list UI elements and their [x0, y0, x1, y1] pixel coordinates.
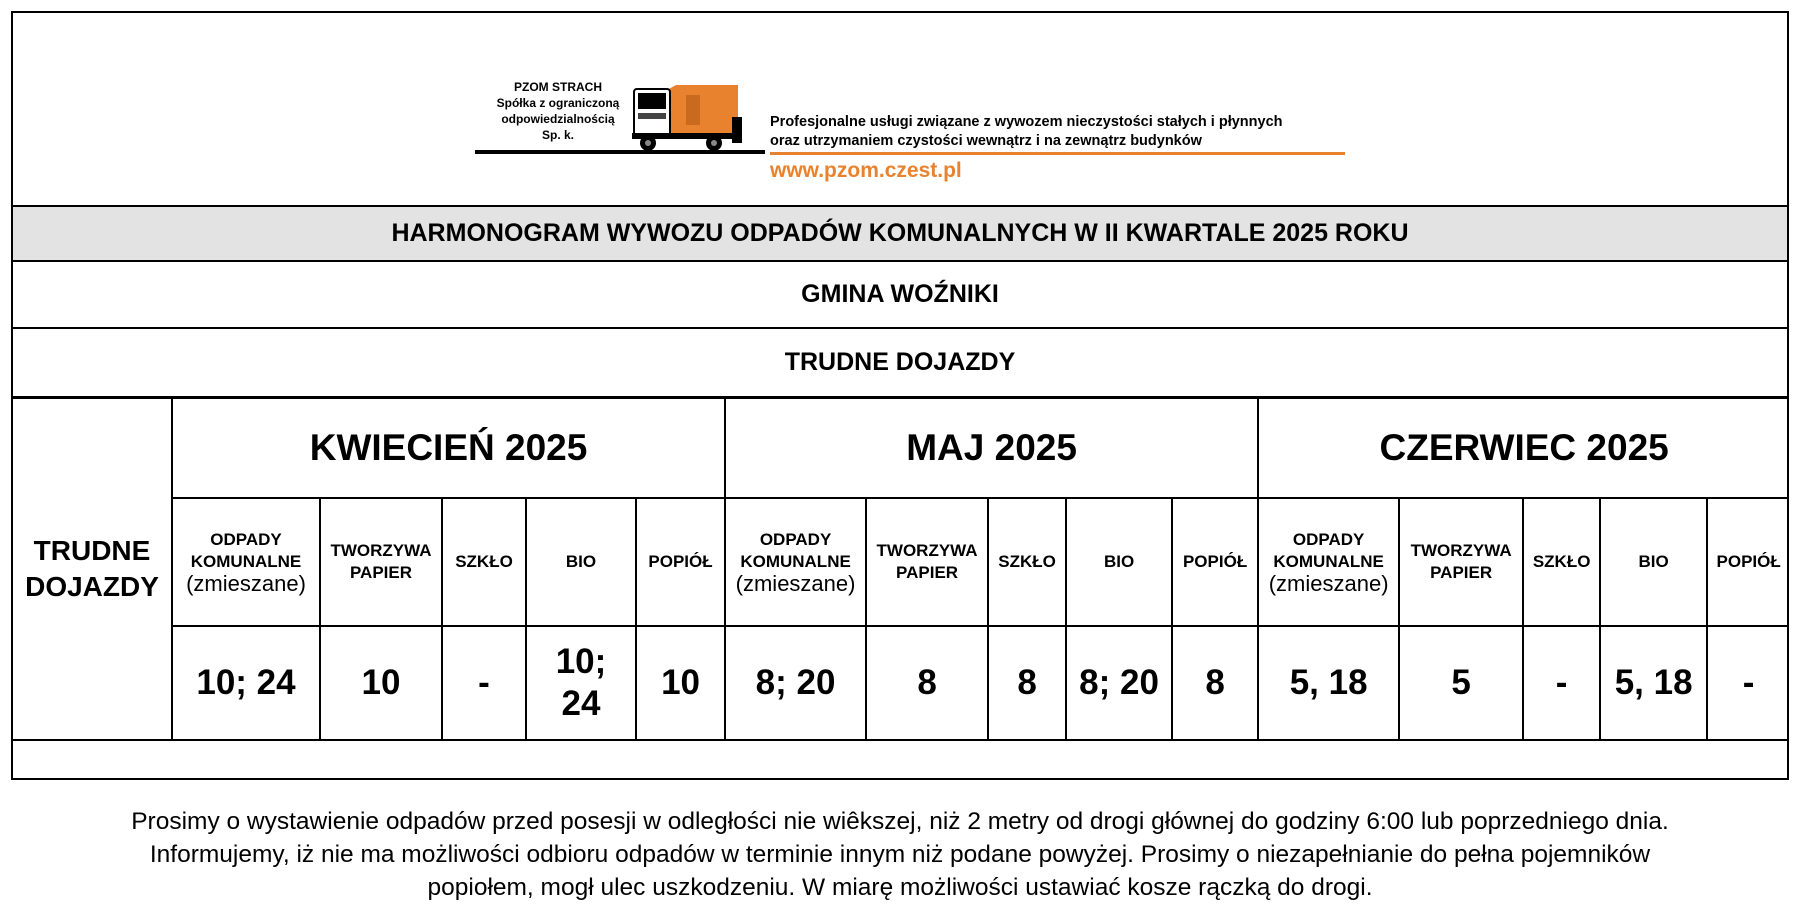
date-cell: 5, 18: [1258, 626, 1399, 740]
row-header: [13, 398, 172, 740]
date-cell: 8: [866, 626, 988, 740]
date-cell: 8: [1172, 626, 1258, 740]
category-plastics-paper: TWORZYWA PAPIER: [1399, 498, 1523, 626]
section-title: TRUDNE DOJAZDY: [13, 329, 1787, 398]
notice-line: Prosimy o wystawienie odpadów przed posesji w odległości nie wiêkszej, niż 2 metry od drogi głównej do godziny 6:00 lub poprzedniego dnia.: [131, 808, 1669, 835]
company-line: PZOM STRACH: [514, 80, 602, 94]
row-header-line: DOJAZDY: [25, 571, 159, 602]
date-cell: -: [1523, 626, 1600, 740]
date-cell: 10; 24: [172, 626, 320, 740]
category-ash: POPIÓŁ: [1707, 498, 1789, 626]
category-ash: POPIÓŁ: [1172, 498, 1258, 626]
schedule-table: [13, 397, 1789, 741]
tagline-line: Profesjonalne usługi związane z wywozem nieczystości stałych i płynnych: [770, 114, 1283, 130]
gmina-name: GMINA WOŹNIKI: [13, 262, 1787, 329]
category-mixed-waste: ODPADY KOMUNALNE (zmieszane): [725, 498, 866, 626]
date-cell: 10: [320, 626, 442, 740]
date-cell: 5: [1399, 626, 1523, 740]
date-cell: 8: [988, 626, 1066, 740]
document-frame: [11, 11, 1789, 780]
category-glass: SZKŁO: [988, 498, 1066, 626]
row-header-line: TRUDNE: [33, 535, 151, 566]
category-plastics-paper: TWORZYWA PAPIER: [866, 498, 988, 626]
category-mixed-waste: ODPADY KOMUNALNE (zmieszane): [172, 498, 320, 626]
date-cell: 5, 18: [1600, 626, 1707, 740]
website-link[interactable]: www.pzom.czest.pl: [770, 159, 962, 182]
company-tagline: [770, 113, 1282, 151]
company-line: Sp. k.: [541, 128, 574, 142]
month-header-june: CZERWIEC 2025: [1258, 398, 1789, 498]
letterhead-divider: [475, 150, 765, 154]
category-bio: BIO: [1066, 498, 1172, 626]
category-bio: BIO: [526, 498, 636, 626]
letterhead: [13, 13, 1787, 205]
date-cell: 10: [636, 626, 725, 740]
notice-line: popiołem, mogł ulec uszkodzeniu. W miarę możliwości ustawiać kosze rączką do drogi.: [427, 874, 1373, 901]
tagline-line: oraz utrzymaniem czystości wewnątrz i na zewnątrz budynków: [770, 133, 1202, 149]
company-line: Spółka z ograniczoną: [496, 96, 620, 110]
company-name: [483, 79, 633, 143]
notice-line: Informujemy, iż nie ma możliwości odbioru odpadów w terminie innym niż podane powyżej. Prosimy o niezapełnianie do pełna pojemników: [149, 841, 1651, 868]
category-mixed-waste: ODPADY KOMUNALNE (zmieszane): [1258, 498, 1399, 626]
category-bio: BIO: [1600, 498, 1707, 626]
date-cell: -: [442, 626, 526, 740]
month-header-april: KWIECIEŃ 2025: [172, 398, 725, 498]
category-ash: POPIÓŁ: [636, 498, 725, 626]
category-glass: SZKŁO: [442, 498, 526, 626]
letterhead-accent-line: [770, 152, 1345, 155]
date-cell: 8; 20: [725, 626, 866, 740]
month-header-may: MAJ 2025: [725, 398, 1258, 498]
garbage-truck-icon: [628, 77, 748, 157]
schedule-title: HARMONOGRAM WYWOZU ODPADÓW KOMUNALNYCH W II KWARTALE 2025 ROKU: [13, 205, 1787, 262]
company-line: odpowiedzialnością: [501, 112, 615, 126]
date-cell: -: [1707, 626, 1789, 740]
date-cell: 8; 20: [1066, 626, 1172, 740]
date-cell: 10; 24: [526, 626, 636, 740]
category-glass: SZKŁO: [1523, 498, 1600, 626]
category-plastics-paper: TWORZYWA PAPIER: [320, 498, 442, 626]
collection-notice: [0, 805, 1800, 904]
